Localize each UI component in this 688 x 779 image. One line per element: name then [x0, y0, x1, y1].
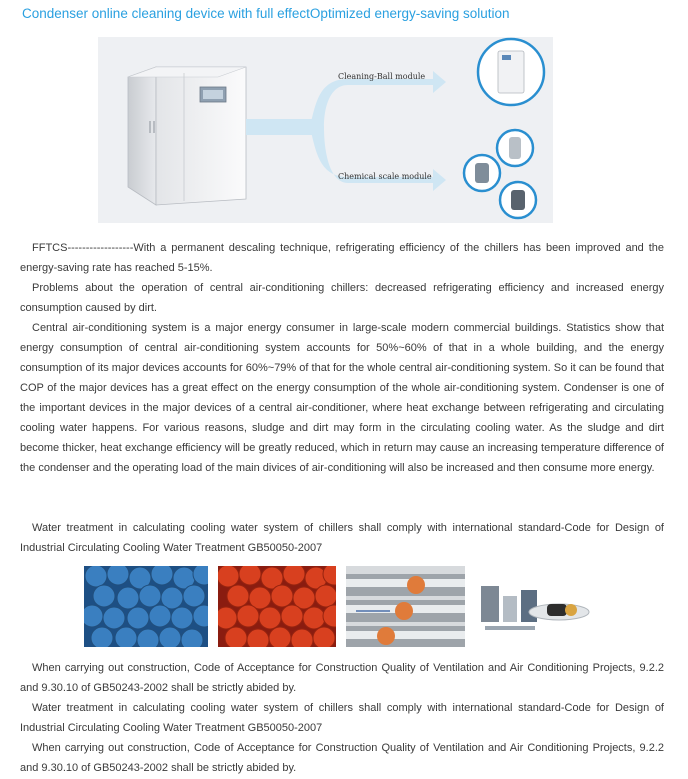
- construction-paragraphs: [20, 658, 664, 778]
- paragraph-construction-1: When carrying out construction, Code of Acceptance for Construction Quality of Ventilation and Air Conditioning Projects, 9.2.2 and 9.30.10 of GB50243-2002 shall be strictly abided by.: [20, 662, 664, 694]
- paragraph-water-treatment: Water treatment in calculating cooling water system of chillers shall comply with international standard-Code for Design of Industrial Circulating Cooling Water Treatment GB50050-2007: [20, 522, 664, 554]
- paragraph-problems: Problems about the operation of central air-conditioning chillers: decreased refrigerating efficiency and increased energy consumption caused by dirt.: [20, 282, 664, 314]
- page-title: Condenser online cleaning device with full effectOptimized energy-saving solution: [22, 6, 510, 21]
- device-diagram: [98, 37, 553, 223]
- paragraph-construction-2: When carrying out construction, Code of Acceptance for Construction Quality of Ventilation and Air Conditioning Projects, 9.2.2 and 9.30.10 of GB50243-2002 shall be strictly abided by.: [20, 742, 664, 774]
- paragraph-central-ac: Central air-conditioning system is a major energy consumer in large-scale modern commercial buildings. Statistics show that energy consumption of central air-conditioning system accounts for 50%~60% of that in a whole building, and the energy consumption of its major devices accounts for 60%~79% of that for the whole central air-conditioning system. So it can be found that COP of the major devices has a great effect on the energy consumption of the whole air-conditioning system. Condenser is one of the important devices in the major devices of a central air-conditioner, where heat exchange between refrigerating and circulating cooling water happens. For various reasons, sludge and dirt may form in the circulating cooling water. As the sludge and dirt become thicker, heat exchange efficiency will be greatly reduced, which in return may cause an increasing temperature difference of the condenser and the operating load of the main divices of air-conditioning will also be increased and then consume more energy.: [20, 322, 664, 474]
- paragraph-water-treatment-2: Water treatment in calculating cooling water system of chillers shall comply with international standard-Code for Design of Industrial Circulating Cooling Water Treatment GB50050-2007: [20, 702, 664, 734]
- condenser-cabinet: [128, 67, 246, 205]
- cleaning-ball-module-image: [478, 39, 544, 105]
- red-sponge-balls-image: [218, 566, 336, 647]
- intro-paragraphs: [20, 238, 664, 478]
- chemical-scale-module-images: [464, 130, 536, 218]
- blue-sponge-balls-image: [84, 566, 208, 647]
- equipment-parts-image: [475, 566, 594, 647]
- chemical-scale-label: Chemical scale module: [338, 172, 432, 181]
- cleaning-ball-label: Cleaning-Ball module: [338, 72, 426, 81]
- paragraph-fftcs: FFTCS------------------With a permanent descaling technique, refrigerating efficiency of the chillers has been improved and the energy-saving rate has reached 5-15%.: [20, 242, 664, 274]
- tube-cleaning-image: [346, 566, 465, 647]
